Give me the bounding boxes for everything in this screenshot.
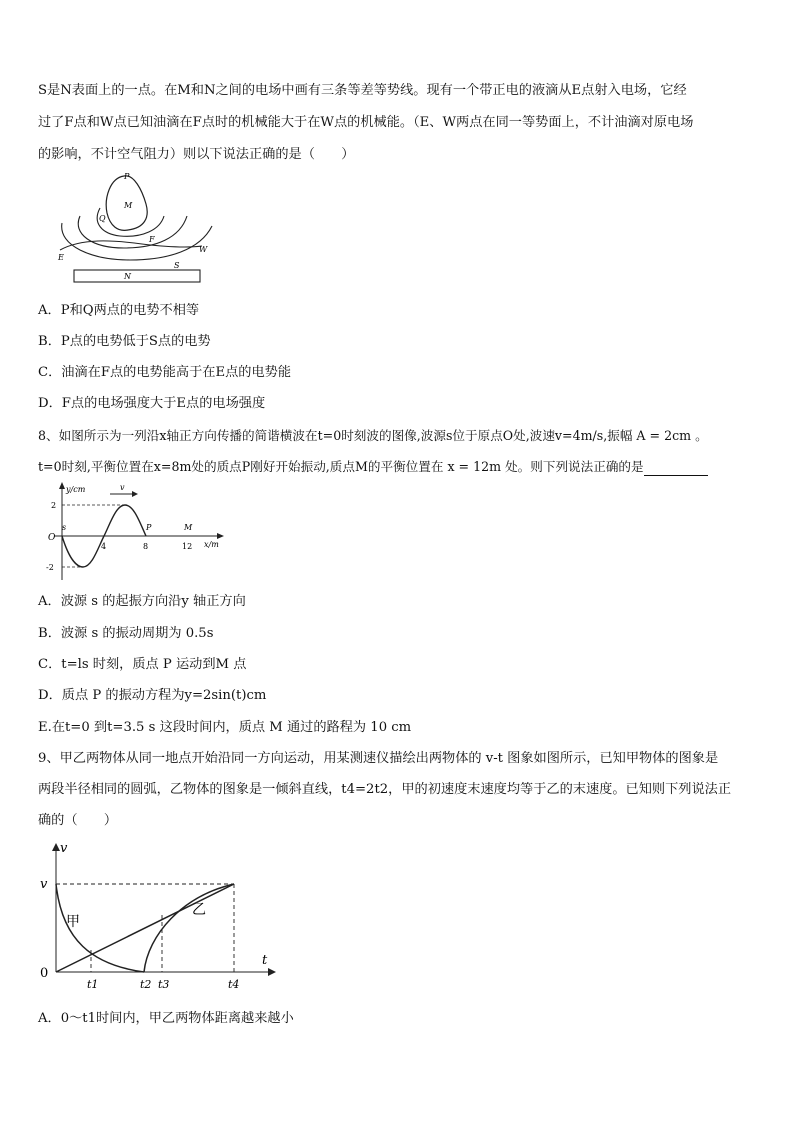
q8-velocity-label: v	[120, 483, 125, 492]
q8-y-tick-2: 2	[51, 501, 57, 510]
q8-x-tick-8: 8	[143, 542, 149, 551]
q9-yi-label: 乙	[192, 902, 206, 918]
q7-label-Q: Q	[99, 214, 106, 223]
q7-label-M: M	[124, 201, 133, 210]
q8-origin-label: O	[48, 533, 56, 543]
q9-v-axis-label: v	[60, 841, 68, 856]
q9-vt-graph	[32, 840, 282, 1000]
q8-M-label: M	[184, 523, 193, 532]
q7-label-F: F	[149, 235, 155, 244]
q9-option-a: A．0～t1时间内，甲乙两物体距离越来越小	[38, 1011, 294, 1026]
q7-stem-line-3: 的影响，不计空气阻力）则以下说法正确的是（ ）	[38, 147, 355, 162]
q8-source-label: s	[62, 523, 67, 532]
q8-option-c: C．t=ls 时刻，质点 P 运动到M 点	[38, 657, 247, 672]
q9-origin-label: 0	[40, 966, 49, 981]
q8-option-e: E.在t=0 到t=3.5 s 这段时间内，质点 M 通过的路程为 10 cm	[38, 720, 412, 735]
q7-option-c: C．油滴在F点的电势能高于在E点的电势能	[38, 365, 292, 380]
q8-x-tick-4: 4	[101, 542, 107, 551]
q8-P-label: P	[146, 523, 152, 532]
q9-stem-line-2: 两段半径相同的圆弧，乙物体的图象是一倾斜直线，t4=2t2，甲的初速度末速度均等于乙的末速度。已知则下列说法正	[38, 782, 732, 797]
q9-stem-line-1: 9、甲乙两物体从同一地点开始沿同一方向运动，用某测速仪描绘出两物体的 v-t 图象如图所示，已知甲物体的图象是	[38, 751, 719, 766]
q9-stem-line-3: 确的（ ）	[38, 813, 118, 828]
q8-wave-graph	[40, 478, 230, 586]
q7-label-E: E	[58, 253, 64, 262]
q8-stem-line-2: t=0时刻,平衡位置在x=8m处的质点P刚好开始振动,质点M的平衡位置在 x = 12m 处。则下列说法正确的是	[38, 459, 644, 474]
q7-label-S: S	[174, 261, 180, 270]
q7-stem-line-1: S是N表面上的一点。在M和N之间的电场中画有三条等差等势线。现有一个带正电的液滴从E点射入电场，它经	[38, 83, 687, 98]
q7-option-d: D．F点的电场强度大于E点的电场强度	[38, 396, 266, 411]
q8-option-d: D．质点 P 的振动方程为y=2sin(t)cm	[38, 688, 267, 703]
q8-option-a: A．波源 s 的起振方向沿y 轴正方向	[38, 594, 246, 609]
q9-t-axis-label: t	[262, 953, 268, 968]
answer-blank	[644, 463, 708, 476]
q8-stem-line-1: 8、如图所示为一列沿x轴正方向传播的简谐横波在t=0时刻波的图像,波源s位于原点O处,波速v=4m/s,振幅 A = 2cm 。	[38, 428, 708, 443]
q8-y-tick-neg2: -2	[46, 563, 54, 572]
q9-t4-label: t4	[228, 978, 240, 991]
q9-v-tick: v	[40, 877, 48, 892]
q7-label-W: W	[199, 245, 208, 254]
q7-field-figure	[52, 168, 222, 288]
q8-option-b: B．波源 s 的振动周期为 0.5s	[38, 626, 214, 641]
q7-stem-line-2: 过了F点和W点已知油滴在F点时的机械能大于在W点的机械能。（E、W两点在同一等势面上，不计油滴对原电场	[38, 115, 694, 130]
q7-label-N: N	[124, 272, 131, 281]
q8-x-tick-12: 12	[182, 542, 193, 551]
q9-t3-label: t3	[158, 978, 170, 991]
q7-label-P: P	[124, 172, 130, 181]
q9-jia-label: 甲	[66, 914, 80, 930]
q9-t2-label: t2	[140, 978, 152, 991]
q9-t1-label: t1	[87, 978, 99, 991]
q7-option-b: B．P点的电势低于S点的电势	[38, 334, 211, 349]
q8-x-axis-label: x/m	[204, 540, 219, 549]
q8-y-axis-label: y/cm	[66, 485, 86, 494]
q7-option-a: A．P和Q两点的电势不相等	[38, 303, 200, 318]
q8-stem-line-2-wrap	[38, 458, 760, 476]
